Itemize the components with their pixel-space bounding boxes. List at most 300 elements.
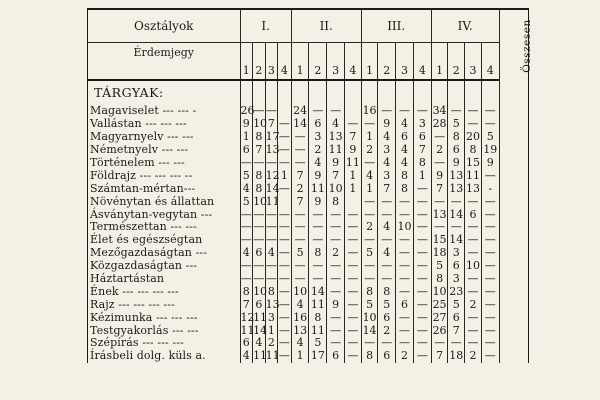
- subject-name: Kézimunka --- --- ---: [90, 310, 198, 324]
- grade-count-cell: —: [327, 221, 345, 234]
- grade-count-cell: —: [309, 234, 327, 247]
- grade-count-cell: —: [253, 259, 265, 273]
- grade-count-cell: 5: [309, 337, 327, 350]
- grade-count-cell: —: [344, 247, 361, 260]
- grade-count-cell: 6: [413, 131, 431, 144]
- subject-row: [88, 350, 529, 363]
- grade-count-cell: 9: [309, 195, 327, 208]
- grade-count-cell: —: [278, 310, 290, 324]
- grade-count-cell: 11: [240, 323, 255, 337]
- grade-count-cell: 3: [378, 144, 396, 157]
- total-cell: [499, 298, 528, 311]
- grade-count-cell: 8: [396, 169, 414, 182]
- grade-count-cell: —: [481, 350, 499, 363]
- grade-count-cell: —: [240, 233, 252, 247]
- grade-count-cell: 5: [378, 298, 396, 311]
- grade-count-cell: 4: [240, 350, 253, 363]
- total-cell: [499, 169, 528, 182]
- grade-count-cell: —: [396, 247, 414, 260]
- grade-count-cell: 9: [309, 169, 327, 182]
- grade-number-header: 4: [278, 43, 292, 81]
- grade-count-cell: 5: [448, 298, 465, 311]
- grade-count-cell: 4: [327, 118, 345, 131]
- grade-count-cell: —: [240, 207, 252, 221]
- grade-count-cell: —: [278, 259, 290, 273]
- grade-count-cell: [344, 195, 361, 208]
- grade-count-cell: -: [481, 182, 499, 195]
- grade-count-cell: 11: [253, 310, 268, 324]
- grade-count-cell: —: [327, 311, 345, 324]
- grade-count-cell: 11: [265, 194, 280, 208]
- grade-count-cell: 5: [431, 260, 448, 273]
- grade-count-cell: 7: [413, 144, 431, 157]
- grade-count-cell: —: [278, 143, 290, 157]
- grade-count-cell: —: [240, 259, 252, 273]
- grade-count-cell: 8: [361, 350, 378, 363]
- grade-count-cell: 10: [253, 117, 268, 131]
- grade-count-cell: 25: [432, 297, 447, 311]
- grade-count-cell: —: [396, 324, 414, 337]
- grade-count-cell: —: [327, 324, 345, 337]
- grade-count-cell: 5: [240, 169, 253, 182]
- grade-count-cell: —: [396, 195, 414, 208]
- grade-count-cell: 7: [431, 182, 448, 195]
- grade-count-cell: 8: [327, 195, 345, 208]
- grade-count-cell: —: [344, 324, 361, 337]
- grade-count-cell: —: [327, 337, 345, 350]
- grade-count-cell: 5: [361, 298, 378, 311]
- grade-count-cell: —: [396, 105, 414, 118]
- grade-count-cell: 11: [310, 323, 325, 337]
- grade-count-cell: —: [278, 181, 290, 195]
- total-cell: [499, 221, 528, 234]
- grade-count-cell: 13: [432, 207, 447, 221]
- grade-number-header: 1: [361, 43, 378, 81]
- grade-count-cell: 2: [265, 337, 278, 350]
- grade-count-cell: 12: [265, 168, 280, 182]
- grade-count-cell: 9: [378, 118, 396, 131]
- grade-count-cell: —: [431, 157, 448, 170]
- total-cell: [499, 105, 528, 118]
- subject-row: [88, 169, 529, 182]
- grade-count-cell: 4: [309, 157, 327, 170]
- subject-name: Földrajz --- --- --- --: [90, 168, 193, 182]
- subject-row: [88, 118, 529, 131]
- grade-count-cell: 5: [291, 247, 309, 260]
- grade-count-cell: —: [413, 298, 431, 311]
- subject-name: Magyarnyelv --- ---: [90, 130, 194, 144]
- grade-count-cell: 14: [449, 207, 464, 221]
- grade-count-cell: 4: [396, 157, 414, 170]
- grade-count-cell: —: [378, 273, 396, 286]
- subject-row: [88, 337, 529, 350]
- subject-row: [88, 105, 529, 118]
- total-cell: [499, 131, 528, 144]
- subject-row: [88, 221, 529, 234]
- grade-count-cell: 14: [293, 117, 308, 131]
- grade-count-cell: 3: [378, 169, 396, 182]
- grade-count-cell: 8: [309, 247, 327, 260]
- grade-count-cell: 4: [291, 298, 309, 311]
- grade-count-cell: —: [291, 260, 309, 273]
- grade-count-cell: —: [278, 246, 290, 260]
- grade-count-cell: 10: [253, 284, 268, 298]
- grade-count-cell: —: [309, 105, 327, 118]
- grade-count-cell: 17: [265, 130, 280, 144]
- grade-count-cell: —: [481, 298, 499, 311]
- grade-count-cell: —: [253, 207, 265, 221]
- grade-number-header: 1: [291, 43, 309, 81]
- grade-count-cell: —: [413, 350, 431, 363]
- grade-count-cell: 5: [481, 131, 499, 144]
- grade-count-cell: —: [481, 105, 499, 118]
- grade-count-cell: 26: [240, 104, 255, 118]
- grade-count-cell: 9: [431, 169, 448, 182]
- total-cell: [499, 260, 528, 273]
- subject-name: Természettan --- ---: [90, 220, 197, 234]
- grade-count-cell: —: [481, 337, 499, 350]
- grade-count-cell: 9: [481, 157, 499, 170]
- grade-count-cell: —: [481, 118, 499, 131]
- grade-number-header: 1: [240, 43, 253, 81]
- grade-count-cell: —: [413, 285, 431, 298]
- grade-count-cell: 2: [291, 182, 309, 195]
- grade-number-header: 2: [378, 43, 396, 81]
- grade-count-cell: —: [413, 105, 431, 118]
- grade-count-cell: 9: [240, 118, 253, 131]
- subject-row: [88, 247, 529, 260]
- grade-count-cell: 4: [253, 337, 266, 350]
- grade-count-cell: 6: [448, 144, 465, 157]
- grade-count-cell: 14: [310, 284, 325, 298]
- total-cell: [499, 234, 528, 247]
- grade-count-cell: 3: [448, 247, 465, 260]
- grade-count-cell: —: [291, 157, 309, 170]
- grade-count-cell: 11: [310, 181, 325, 195]
- grade-count-cell: 6: [448, 260, 465, 273]
- grade-label: Érdemjegy: [88, 43, 241, 81]
- grade-count-cell: 26: [432, 323, 447, 337]
- grade-count-cell: 2: [361, 144, 378, 157]
- grade-count-cell: [278, 105, 292, 118]
- grade-count-cell: 13: [449, 181, 464, 195]
- grade-count-cell: 1: [240, 131, 253, 144]
- total-cell: [499, 208, 528, 221]
- grade-count-cell: 6: [253, 247, 266, 260]
- grade-count-cell: —: [253, 233, 265, 247]
- grade-count-cell: 2: [378, 324, 396, 337]
- grade-count-cell: 2: [431, 144, 448, 157]
- grade-count-cell: —: [344, 118, 361, 131]
- grade-count-cell: —: [378, 195, 396, 208]
- grade-statistics-table: [87, 8, 533, 363]
- grade-count-cell: —: [278, 117, 290, 131]
- grade-count-cell: 3: [413, 118, 431, 131]
- grade-count-cell: 6: [253, 298, 266, 311]
- subject-row: [88, 208, 529, 221]
- grade-count-cell: 6: [327, 350, 345, 363]
- grade-count-cell: 4: [396, 118, 414, 131]
- grade-count-cell: —: [448, 105, 465, 118]
- grade-count-cell: —: [265, 207, 277, 221]
- total-cell: [499, 350, 528, 363]
- grade-count-cell: —: [240, 272, 252, 286]
- subject-row: [88, 144, 529, 157]
- grade-count-cell: —: [413, 337, 431, 350]
- grade-count-cell: —: [361, 157, 378, 170]
- grade-count-cell: 24: [293, 104, 308, 118]
- grade-count-cell: 11: [465, 168, 480, 182]
- grade-count-cell: —: [481, 273, 499, 286]
- total-cell: [499, 273, 528, 286]
- total-label: Összesen: [520, 18, 533, 73]
- grade-count-cell: 7: [431, 350, 448, 363]
- grade-count-cell: —: [253, 220, 265, 234]
- grade-count-cell: —: [413, 208, 431, 221]
- grade-number-header: 2: [253, 43, 266, 81]
- subject-row: [88, 234, 529, 247]
- subject-row: [88, 182, 529, 195]
- grade-count-cell: —: [396, 311, 414, 324]
- grade-count-cell: 16: [293, 310, 308, 324]
- grade-count-cell: 13: [265, 297, 280, 311]
- subject-name: Testgyakorlás --- ---: [90, 323, 199, 337]
- grade-count-cell: —: [481, 311, 499, 324]
- grade-count-cell: 11: [310, 297, 325, 311]
- subject-row: [88, 195, 529, 208]
- grade-count-cell: 4: [396, 144, 414, 157]
- grade-count-cell: —: [396, 285, 414, 298]
- grade-number-header: 3: [327, 43, 345, 81]
- grade-count-cell: —: [344, 221, 361, 234]
- grade-count-cell: 16: [362, 104, 377, 118]
- grade-count-cell: —: [309, 208, 327, 221]
- grade-count-cell: —: [465, 234, 482, 247]
- section-title: TÁRGYAK:: [94, 85, 164, 100]
- subject-row: [88, 324, 529, 337]
- grade-count-cell: —: [253, 104, 265, 118]
- grade-number-header: 3: [265, 43, 278, 81]
- grade-number-header: 4: [344, 43, 361, 81]
- grade-count-cell: —: [413, 324, 431, 337]
- grade-count-cell: 7: [378, 182, 396, 195]
- grade-count-cell: —: [309, 260, 327, 273]
- subject-name: Ének --- --- --- ---: [90, 284, 179, 298]
- grade-count-cell: —: [465, 247, 482, 260]
- grade-count-cell: 11: [253, 349, 268, 363]
- grade-count-cell: 3: [448, 273, 465, 286]
- total-cell: [499, 195, 528, 208]
- grade-number-header: 2: [448, 43, 465, 81]
- grade-count-cell: 14: [265, 181, 280, 195]
- grade-count-cell: —: [378, 337, 396, 350]
- grade-count-cell: 6: [396, 131, 414, 144]
- grade-count-cell: 8: [265, 285, 278, 298]
- grade-count-cell: —: [309, 221, 327, 234]
- subject-name: Németnyelv --- ---: [90, 143, 189, 157]
- grade-count-cell: —: [378, 208, 396, 221]
- grade-count-cell: —: [265, 220, 277, 234]
- grade-count-cell: 10: [253, 194, 268, 208]
- grade-count-cell: 7: [344, 131, 361, 144]
- grade-count-cell: 1: [413, 169, 431, 182]
- grade-count-cell: —: [240, 156, 252, 169]
- grade-count-cell: 7: [265, 118, 278, 131]
- grade-count-cell: 6: [396, 298, 414, 311]
- subject-row: [88, 285, 529, 298]
- grade-count-cell: 4: [378, 157, 396, 170]
- grade-count-cell: —: [396, 234, 414, 247]
- grade-count-cell: 5: [448, 118, 465, 131]
- grade-count-cell: 8: [396, 182, 414, 195]
- grade-count-cell: 8: [253, 169, 266, 182]
- grade-count-cell: 7: [448, 324, 465, 337]
- grade-count-cell: —: [361, 234, 378, 247]
- subject-name: Történelem --- ---: [90, 156, 185, 169]
- grade-count-cell: —: [465, 285, 482, 298]
- grade-count-cell: 5: [240, 195, 253, 208]
- grade-count-cell: 1: [361, 131, 378, 144]
- grade-number-header: 3: [396, 43, 414, 81]
- grade-count-cell: 15: [465, 156, 480, 169]
- grade-count-cell: 5: [361, 247, 378, 260]
- grade-count-cell: —: [278, 233, 290, 247]
- subject-name: Növénytan és állattan: [90, 194, 215, 208]
- grade-count-cell: 10: [432, 284, 447, 298]
- subject-name: Számtan-mértan---: [90, 181, 196, 195]
- grade-count-cell: —: [344, 350, 361, 363]
- grade-count-cell: —: [413, 195, 431, 208]
- grade-count-cell: 9: [327, 157, 345, 170]
- grade-count-cell: —: [465, 105, 482, 118]
- grade-count-cell: 27: [432, 310, 447, 324]
- grade-count-cell: 4: [265, 247, 278, 260]
- grade-count-cell: —: [481, 285, 499, 298]
- grade-count-cell: 6: [309, 118, 327, 131]
- grade-count-cell: 34: [432, 104, 447, 118]
- grade-count-cell: —: [344, 298, 361, 311]
- grade-count-cell: —: [481, 247, 499, 260]
- grade-count-cell: —: [448, 337, 465, 350]
- grade-count-cell: —: [431, 195, 448, 208]
- grade-count-cell: 2: [361, 221, 378, 234]
- subject-name: Közgazdaságtan ---: [90, 259, 198, 273]
- subject-name: Élet és egészségtan: [90, 233, 203, 247]
- grade-count-cell: 23: [449, 284, 464, 298]
- grade-count-cell: —: [481, 169, 499, 182]
- total-cell: [499, 118, 528, 131]
- subject-name: Háztartástan: [90, 272, 165, 286]
- grade-count-cell: 6: [240, 337, 253, 350]
- grade-count-cell: —: [291, 208, 309, 221]
- grade-count-cell: 10: [465, 259, 480, 273]
- grade-count-cell: —: [291, 234, 309, 247]
- grade-count-cell: 20: [465, 130, 480, 144]
- grade-count-cell: 7: [240, 298, 253, 311]
- grade-count-cell: 19: [483, 143, 498, 157]
- subject-name: Magaviselet --- --- -: [90, 104, 197, 118]
- grade-count-cell: 1: [344, 182, 361, 195]
- grade-count-cell: —: [265, 259, 277, 273]
- grade-count-cell: —: [465, 118, 482, 131]
- grade-count-cell: 9: [448, 157, 465, 170]
- grade-count-cell: 8: [309, 311, 327, 324]
- grade-count-cell: —: [253, 272, 265, 286]
- grade-count-cell: 4: [291, 337, 309, 350]
- subject-name: Szépírás --- --- ---: [90, 336, 184, 350]
- grade-count-cell: 1: [278, 169, 292, 182]
- grade-count-cell: —: [265, 272, 277, 286]
- grade-count-cell: 14: [253, 323, 268, 337]
- grade-count-cell: 1: [291, 350, 309, 363]
- grade-count-cell: 3: [309, 131, 327, 144]
- grade-count-cell: —: [481, 260, 499, 273]
- total-cell: [499, 324, 528, 337]
- grade-count-cell: —: [361, 208, 378, 221]
- grade-count-cell: —: [361, 273, 378, 286]
- grade-count-cell: —: [291, 131, 309, 144]
- grade-count-cell: —: [344, 260, 361, 273]
- grade-count-cell: 7: [291, 195, 309, 208]
- grade-count-cell: —: [327, 105, 345, 118]
- grade-count-cell: —: [465, 273, 482, 286]
- grade-count-cell: —: [431, 337, 448, 350]
- grade-count-cell: —: [361, 195, 378, 208]
- grade-count-cell: —: [448, 221, 465, 234]
- class-numeral-2: II.: [291, 9, 361, 43]
- grade-count-cell: —: [396, 337, 414, 350]
- grade-count-cell: —: [378, 234, 396, 247]
- subject-row: [88, 131, 529, 144]
- grade-count-cell: —: [327, 234, 345, 247]
- grade-count-cell: 7: [291, 169, 309, 182]
- grade-count-cell: —: [278, 156, 290, 169]
- grade-count-cell: —: [465, 337, 482, 350]
- grade-count-cell: 2: [309, 144, 327, 157]
- grade-count-cell: —: [413, 221, 431, 234]
- grade-count-cell: 8: [253, 131, 266, 144]
- grade-count-cell: —: [396, 273, 414, 286]
- grade-count-cell: —: [361, 260, 378, 273]
- subject-name: Ásványtan-vegytan ---: [90, 207, 213, 221]
- grade-count-cell: —: [361, 118, 378, 131]
- grade-count-cell: 13: [293, 323, 308, 337]
- grade-count-cell: —: [413, 182, 431, 195]
- total-cell: [499, 182, 528, 195]
- grade-number-header: 3: [465, 43, 482, 81]
- subject-row: [88, 260, 529, 273]
- table-body: [88, 80, 529, 363]
- grade-count-cell: —: [481, 221, 499, 234]
- grade-count-cell: 1: [344, 169, 361, 182]
- grade-count-cell: —: [481, 195, 499, 208]
- total-cell: [499, 247, 528, 260]
- grade-count-cell: —: [465, 324, 482, 337]
- grade-count-cell: 18: [432, 246, 447, 260]
- grade-count-cell: 10: [293, 284, 308, 298]
- grade-count-cell: 3: [265, 311, 278, 324]
- grade-count-cell: —: [396, 208, 414, 221]
- grade-count-cell: —: [344, 208, 361, 221]
- grade-count-cell: 15: [432, 233, 447, 247]
- grade-count-cell: —: [291, 144, 309, 157]
- grade-count-cell: 8: [378, 285, 396, 298]
- grade-count-cell: —: [344, 234, 361, 247]
- grade-count-cell: 28: [432, 117, 447, 131]
- grade-count-cell: 2: [396, 350, 414, 363]
- grade-count-cell: —: [278, 130, 290, 144]
- subject-name: Írásbeli dolg. küls a.: [90, 349, 206, 363]
